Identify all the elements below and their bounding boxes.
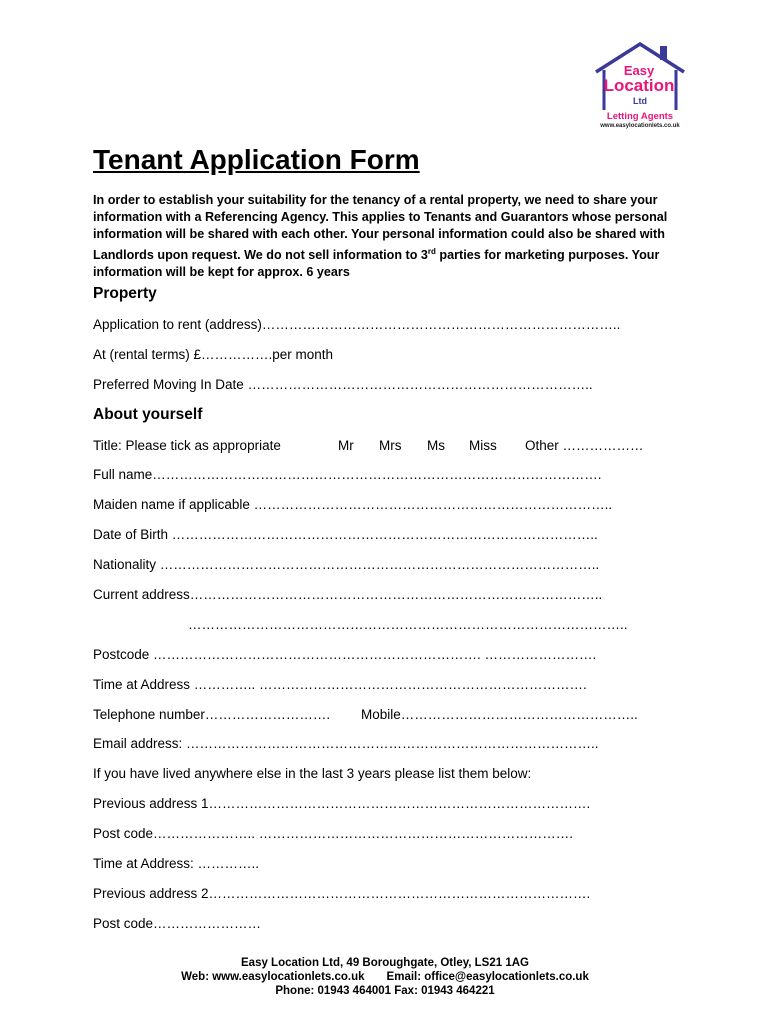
intro-superscript: rd [427,247,436,256]
logo-word-ltd: Ltd [633,96,647,106]
time-at-address-field[interactable]: Time at Address ………….. ………………………………………………………………. [93,677,587,692]
post-code-2-field[interactable]: Post code…………………… [93,916,262,931]
title-option-mrs[interactable]: Mrs [379,438,402,453]
nationality-field[interactable]: Nationality …………………………………………………………………………………….. [93,557,600,572]
footer-contact-line [0,970,770,984]
previous-address-1-field[interactable]: Previous address 1…………………………………………………………………………. [93,796,591,811]
previous-address-2-field[interactable]: Previous address 2…………………………………………………………………………. [93,886,591,901]
logo-word-easy: Easy [623,63,655,78]
footer-web: Web: www.easylocationlets.co.uk [181,971,365,983]
lived-elsewhere-prompt: If you have lived anywhere else in the last 3 years please list them below: [93,766,532,781]
footer-phone: Phone: 01943 464001 Fax: 01943 464221 [275,985,495,997]
mobile-field[interactable]: Mobile…………………………………………….. [361,707,638,722]
title-option-ms[interactable]: Ms [427,438,445,453]
property-heading: Property [93,285,157,302]
moving-date-field[interactable]: Preferred Moving In Date ………………………………………………………………….. [93,377,593,392]
dob-field[interactable]: Date of Birth ………………………………………………………………………………….. [93,527,598,542]
address-field[interactable]: Application to rent (address)…………………………………………………………………….. [93,317,621,332]
postcode-field[interactable]: Postcode ………………………………………………………………. ……………………. [93,647,597,662]
full-name-field[interactable]: Full name………………………………………………………………………………………. [93,467,602,482]
current-address-line-2[interactable]: …………………………………………………………………………………….. [188,617,628,632]
intro-paragraph [93,192,693,281]
intro-text-end: parties for marketing purposes. Your information will be kept for approx. 6 years [93,248,660,280]
logo-word-location: Location [603,76,675,95]
title-option-miss[interactable]: Miss [469,438,497,453]
rental-terms-field[interactable]: At (rental terms) £…………….per month [93,347,334,362]
telephone-field[interactable]: Telephone number………………………. [93,707,331,722]
email-field[interactable]: Email address: ……………………………………………………………………………….. [93,736,599,751]
footer-address: Easy Location Ltd, 49 Boroughgate, Otley, LS21 1AG [241,957,529,969]
form-title: Tenant Application Form [93,144,420,175]
logo-url: www.easylocationlets.co.uk [600,123,680,129]
about-heading: About yourself [93,406,203,423]
company-logo [590,40,690,132]
post-code-1-field[interactable]: Post code………………….. ……………………………………………………………. [93,826,574,841]
time-at-address-2-field[interactable]: Time at Address: ………….. [93,856,260,871]
title-option-other[interactable]: Other ……………… [525,438,644,453]
title-prompt: Title: Please tick as appropriate [93,438,281,453]
intro-text: In order to establish your suitability for the tenancy of a rental property, we need to share your information with a Referencing Agency. This applies to Tenants and Guarantors whose personal information will be shared with each other. Your personal information could also be shared with Landlords upon request. We do not sell information to 3 [93,193,668,263]
title-option-mr[interactable]: Mr [338,438,354,453]
current-address-field[interactable]: Current address……………………………………………………………………………….. [93,587,603,602]
footer-email: Email: office@easylocationlets.co.uk [386,971,589,983]
maiden-name-field[interactable]: Maiden name if applicable …………………………………………………………………….. [93,497,613,512]
page-footer [0,956,770,998]
logo-tagline: Letting Agents [606,111,674,122]
